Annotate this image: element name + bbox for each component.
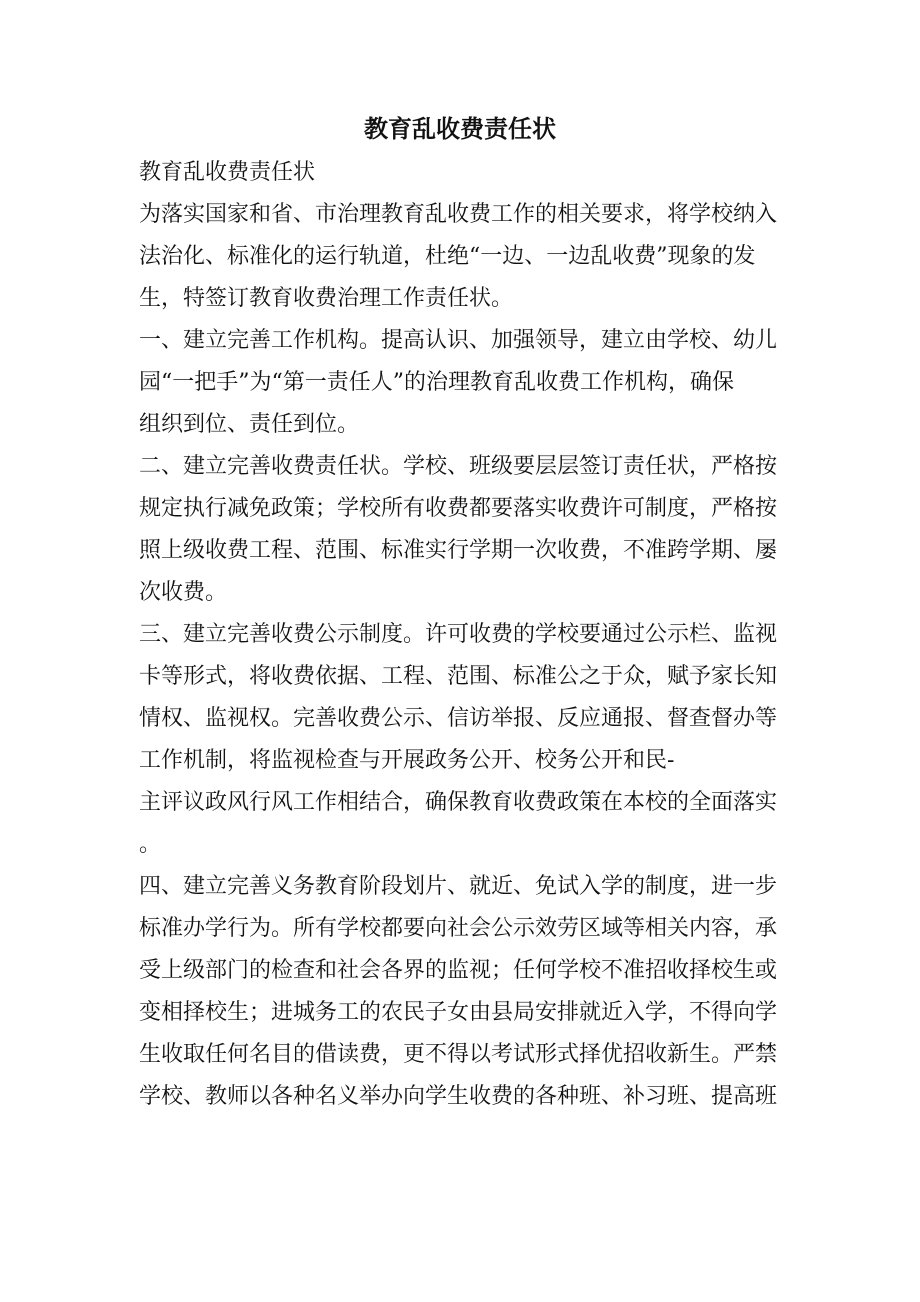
document-title: 教育乱收费责任状 (364, 114, 556, 143)
text-line-9: 规定执行减免政策；学校所有收费都要落实收费许可制度，严格按 (139, 496, 778, 521)
text-line-13: 卡等形式，将收费依据、工程、范围、标准公之于众，赋予家长知 (139, 664, 778, 689)
text-line-2: 为落实国家和省、市治理教育乱收费工作的相关要求，将学校纳入 (139, 202, 778, 227)
text-line-7: 组织到位、责任到位。 (139, 412, 360, 437)
text-line-5: 一、建立完善工作机构。提高认识、加强领导，建立由学校、幼儿 (139, 328, 778, 353)
text-line-1: 教育乱收费责任状 (139, 160, 316, 185)
text-line-10: 照上级收费工程、范围、标准实行学期一次收费，不准跨学期、屡 (139, 538, 778, 563)
text-line-19: 标准办学行为。所有学校都要向社会公示效劳区域等相关内容，承 (139, 916, 778, 941)
text-line-12: 三、建立完善收费公示制度。许可收费的学校要通过公示栏、监视 (139, 622, 778, 647)
text-line-4: 生，特签订教育收费治理工作责任状。 (139, 286, 514, 311)
text-line-3: 法治化、标准化的运行轨道，杜绝“一边、一边乱收费”现象的发 (139, 244, 756, 269)
text-line-20: 受上级部门的检查和社会各界的监视；任何学校不准招收择校生或 (139, 958, 778, 983)
text-line-14: 情权、监视权。完善收费公示、信访举报、反应通报、督查督办等 (139, 706, 778, 731)
text-line-6: 园“一把手”为“第一责任人”的治理教育乱收费工作机构，确保 (139, 370, 734, 395)
text-line-18: 四、建立完善义务教育阶段划片、就近、免试入学的制度，进一步 (139, 874, 778, 899)
text-line-21: 变相择校生；进城务工的农民子女由县局安排就近入学，不得向学 (139, 1000, 778, 1025)
text-line-11: 次收费。 (139, 580, 228, 605)
text-line-15: 工作机制，将监视检查与开展政务公开、校务公开和民- (139, 748, 675, 773)
text-line-23: 学校、教师以各种名义举办向学生收费的各种班、补习班、提高班 (139, 1084, 778, 1109)
text-line-22: 生收取任何名目的借读费，更不得以考试形式择优招收新生。严禁 (139, 1042, 778, 1067)
text-line-16: 主评议政风行风工作相结合，确保教育收费政策在本校的全面落实 (139, 790, 778, 815)
text-line-17: 。 (139, 832, 162, 857)
text-line-8: 二、建立完善收费责任状。学校、班级要层层签订责任状，严格按 (139, 454, 778, 479)
